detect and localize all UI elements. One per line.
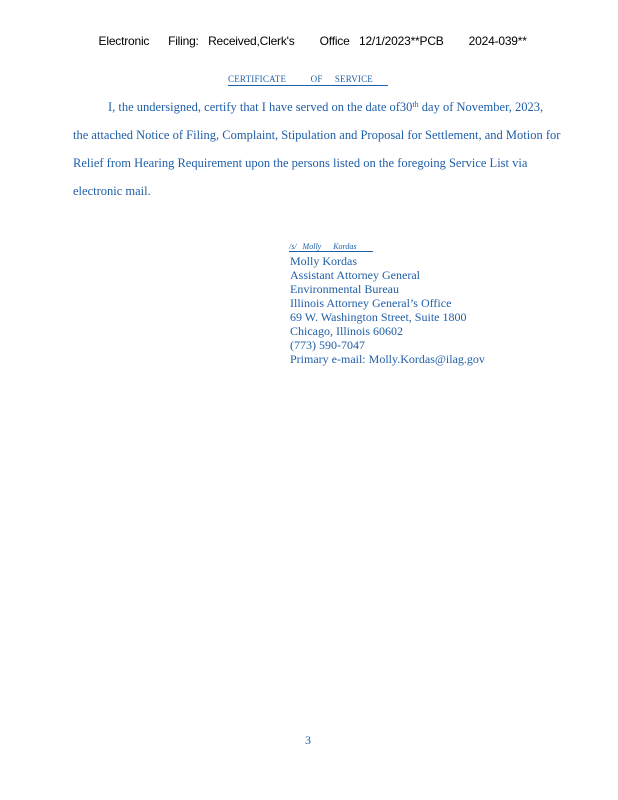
certificate-title: CERTIFICATE OF SERVICE	[228, 74, 388, 86]
signer-bureau: Environmental Bureau	[290, 282, 399, 296]
certificate-date-number: 30	[399, 100, 413, 114]
certificate-paragraph-line-2: the attached Notice of Filing, Complaint, Stipulation and Proposal for Settlement, and Motion for	[73, 128, 561, 142]
signer-email: Primary e-mail: Molly.Kordas@ilag.gov	[290, 352, 485, 366]
certificate-line-1-end: day of November, 2023,	[418, 100, 544, 114]
certificate-line-1-text: I, the undersigned, certify that I have served on the date of	[108, 100, 400, 114]
electronic-signature: /s/ Molly Kordas	[289, 242, 373, 252]
certificate-date-suffix: th	[412, 100, 419, 109]
certificate-paragraph-line-4: electronic mail.	[73, 184, 151, 198]
filing-stamp-word-electronic: Electronic	[98, 34, 150, 48]
filing-stamp-case-number: 2024-039**	[468, 34, 527, 48]
filing-stamp-word-filing: Filing:	[168, 34, 199, 48]
certificate-paragraph-line-1	[108, 100, 618, 115]
page-number: 3	[305, 733, 311, 747]
electronic-filing-stamp	[86, 20, 527, 62]
filing-stamp-word-office: Office	[319, 34, 350, 48]
filing-stamp-word-received: Received,Clerk's	[208, 34, 295, 48]
signer-name: Molly Kordas	[290, 254, 357, 268]
signature-block	[290, 254, 485, 366]
signer-title: Assistant Attorney General	[290, 268, 420, 282]
signer-office: Illinois Attorney General’s Office	[290, 296, 452, 310]
filing-stamp-date: 12/1/2023**PCB	[358, 34, 444, 48]
signer-street-address: 69 W. Washington Street, Suite 1800	[290, 310, 467, 324]
signer-phone: (773) 590-7047	[290, 338, 365, 352]
signer-city-state-zip: Chicago, Illinois 60602	[290, 324, 403, 338]
certificate-paragraph-line-3: Relief from Hearing Requirement upon the persons listed on the foregoing Service List via	[73, 156, 528, 170]
